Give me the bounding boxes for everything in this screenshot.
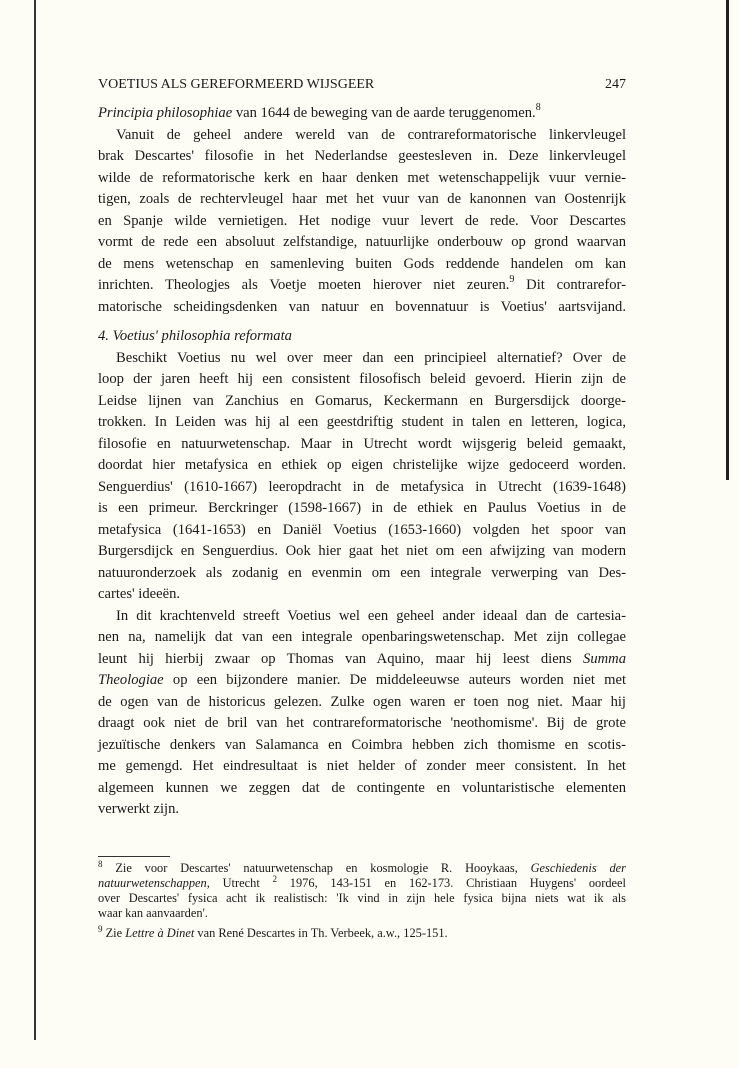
text-segment: leunt hij hierbij zwaar op Thomas van Aquino, maar hij leest diens <box>98 650 584 667</box>
text-line <box>98 455 626 477</box>
text-line <box>98 297 626 319</box>
text-segment: me gemengd. Het eindresultaat is niet helder of zonder meer consistent. In het <box>98 758 626 774</box>
italic-text: natuurwetenschappen, <box>98 876 210 890</box>
text-line <box>98 434 626 456</box>
text-segment: jezuïtische denkers van Salamanca en Coimbra hebben zich thomisme en scotis- <box>98 736 626 753</box>
text-segment: van René Descartes in Th. Verbeek, a.w., 125-151. <box>194 926 448 940</box>
footnote-reference: 2 <box>272 874 278 884</box>
text-segment: matorische scheidingsdenken van natuur en bovennatuur is Voetius' aartsvijand. <box>98 298 626 315</box>
footnote-line <box>98 925 626 942</box>
text-segment: loop der jaren heeft hij een consistent filosofisch beleid gevoerd. Hierin zijn de <box>98 371 626 387</box>
text-line <box>98 477 626 499</box>
text-segment: inrichten. Theologjes als Voetje moeten hierover niet zeuren. <box>98 277 510 293</box>
text-segment: trokken. In Leiden was hij al een geestdriftig student in talen en letteren, logica, <box>98 414 626 430</box>
footnote-reference: 9 <box>98 924 103 934</box>
text-line <box>98 326 626 348</box>
text-line <box>98 189 626 211</box>
text-segment: Senguerdius' (1610-1667) leeropdracht in de metafysica in Utrecht (1639-1648) <box>98 478 626 495</box>
text-segment: wilde de reformatorische kerk en haar denken met wetenschappelijk vuur vernie- <box>98 169 626 186</box>
text-segment: metafysica (1641-1653) en Daniël Voetius (1653-1660) volgden het spoor van <box>98 521 626 538</box>
footnote-line <box>98 876 626 891</box>
text-segment: Leidse lijnen van Zanchius en Gomarus, Keckermann en Burgersdijck doorge- <box>98 392 626 409</box>
text-segment: Dit contrarefor- <box>514 277 626 293</box>
text-line <box>98 391 626 413</box>
footnote-line <box>98 891 626 906</box>
text-segment: algemeen kunnen we zeggen dat de contingente en voluntaristische elementen <box>98 779 626 796</box>
text-line <box>98 168 626 190</box>
text-line <box>98 254 626 276</box>
text-segment: is een primeur. Berckringer (1598-1667) in de ethiek en Paulus Voetius in de <box>98 500 626 516</box>
text-segment: doordat hier metafysica en ethiek op eigen christelijke wijze gedoceerd worden. <box>98 457 626 473</box>
text-line <box>98 799 626 821</box>
text-segment: vormt de rede een absoluut zelfstandige, natuurlijke onderbouw op grond waarvan <box>98 234 626 250</box>
text-line <box>98 670 626 692</box>
scan-edge-right <box>726 0 729 480</box>
text-segment: Zie <box>102 926 126 940</box>
text-line <box>98 713 626 735</box>
text-segment: nen na, namelijk dat van een integrale openbaringswetenschap. Met zijn collegae <box>98 629 626 645</box>
text-line <box>98 778 626 800</box>
footnotes <box>98 861 626 942</box>
text-line <box>98 756 626 778</box>
text-segment: Utrecht <box>209 876 273 890</box>
text-segment: Burgersdijck en Senguerdius. Ook hier gaat het niet om een afwijzing van modern <box>98 543 626 559</box>
text-line <box>98 232 626 254</box>
footnote-reference: 8 <box>98 859 103 869</box>
section-gap <box>98 318 626 326</box>
italic-text: Summa <box>583 650 626 667</box>
text-line <box>98 606 626 628</box>
footnote-reference: 9 <box>509 274 515 285</box>
text-line <box>98 563 626 585</box>
text-segment: In dit krachtenveld streeft Voetius wel een geheel ander ideaal dan de cartesia- <box>116 607 626 624</box>
text-segment: op een bijzondere manier. De middeleeuwse auteurs worden niet met <box>163 672 626 688</box>
running-header <box>98 77 626 93</box>
text-segment: tigen, zoals de rechtervleugel haar met het vuur van de kanonnen van Oostenrijk <box>98 191 626 207</box>
text-segment: Vanuit de geheel andere wereld van de contrareformatorische linkervleugel <box>116 126 626 143</box>
text-line <box>98 498 626 520</box>
text-segment: Beschikt Voetius nu wel over meer dan een principieel alternatief? Over de <box>116 349 626 366</box>
text-segment: over Descartes' fysica acht ik realistisch: 'Ik vind in zijn hele fysica bijna niets wat ik als <box>98 891 626 905</box>
text-line <box>98 412 626 434</box>
page-number: 247 <box>605 77 626 92</box>
footnote-divider <box>98 856 170 857</box>
text-segment: brak Descartes' filosofie in het Nederlandse geestesleven in. Deze linkervleugel <box>98 148 626 164</box>
text-segment: verwerkt zijn. <box>98 801 180 817</box>
text-line <box>98 649 626 671</box>
text-line <box>98 103 626 125</box>
text-segment: en Spanje wilde vernietigen. Het nodige vuur levert de rede. Voor Descartes <box>98 212 626 229</box>
text-line <box>98 275 626 297</box>
text-segment: draagt ook niet de bril van het contrareformatorische 'neothomisme'. Bij de grote <box>98 715 626 731</box>
running-title: VOETIUS ALS GEREFORMEERD WIJSGEER <box>98 77 375 92</box>
text-segment: cartes' ideeën. <box>98 586 181 602</box>
footnote-line <box>98 906 626 921</box>
text-segment: waar kan aanvaarden'. <box>98 906 208 920</box>
text-line <box>98 627 626 649</box>
text-segment: de ogen van de historicus gelezen. Zulke ogen waren er toen nog niet. Maar hij <box>98 693 626 710</box>
text-line <box>98 348 626 370</box>
text-segment: filosofie en natuurwetenschap. Maar in Utrecht wordt wijsgerig beleid gemaakt, <box>98 435 626 452</box>
italic-text: 4. Voetius' philosophia reformata <box>98 328 292 344</box>
footnote-line <box>98 861 626 876</box>
text-segment: Zie voor Descartes' natuurwetenschap en kosmologie R. Hooykaas, <box>102 861 531 875</box>
text-segment: natuuronderzoek als zodanig en evenmin om een integrale verwerping van Des- <box>98 564 626 581</box>
text-line <box>98 735 626 757</box>
text-line <box>98 211 626 233</box>
text-line <box>98 584 626 606</box>
text-line <box>98 146 626 168</box>
italic-text: Theologiae <box>98 672 164 688</box>
text-line <box>98 125 626 147</box>
footnote-reference: 8 <box>535 102 541 113</box>
text-line <box>98 692 626 714</box>
text-line <box>98 369 626 391</box>
italic-text: Geschiedenis der <box>530 861 626 875</box>
text-line <box>98 520 626 542</box>
text-segment: de mens wetenschap en samenleving buiten Gods reddende handelen om kan <box>98 255 626 272</box>
body-text <box>98 103 626 821</box>
text-segment: van 1644 de beweging van de aarde teruggenomen. <box>232 105 536 121</box>
italic-text: Lettre à Dinet <box>125 926 195 940</box>
italic-text: Principia philosophiae <box>98 105 233 121</box>
text-segment: 1976, 143-151 en 162-173. Christiaan Huygens' oordeel <box>277 876 626 890</box>
text-line <box>98 541 626 563</box>
scan-edge-left <box>34 0 36 1040</box>
